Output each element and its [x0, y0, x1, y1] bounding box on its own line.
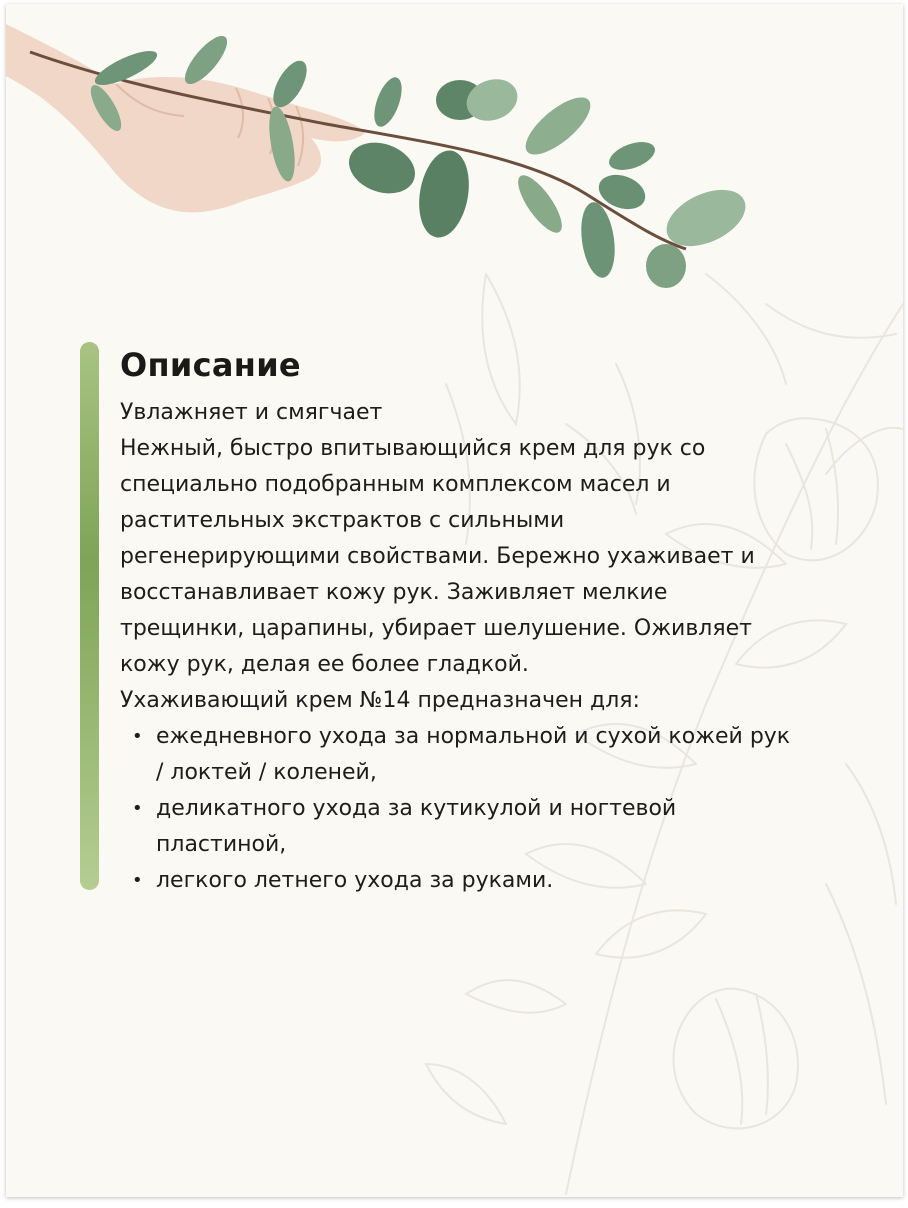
- description-line: специально подобранным комплексом масел и: [120, 472, 671, 497]
- list-item: [120, 791, 860, 863]
- list-item-line: ежедневного ухода за нормальной и сухой кожей рук: [156, 724, 791, 749]
- hand-holding-eucalyptus-branch-icon: [6, 4, 903, 304]
- list-item-line: пластиной,: [156, 832, 287, 857]
- bullet-icon: •: [132, 798, 143, 819]
- list-item-line: деликатного ухода за кутикулой и ногтевой: [156, 796, 677, 821]
- list-item: [120, 863, 860, 899]
- description-line: Нежный, быстро впитывающийся крем для рук со: [120, 436, 706, 461]
- purpose-intro: Ухаживающий крем №14 предназначен для:: [120, 688, 640, 713]
- description-text: [120, 395, 860, 719]
- bullet-icon: •: [132, 726, 143, 747]
- description-card: [6, 4, 903, 1197]
- description-line: регенерирующими свойствами. Бережно ухаживает и: [120, 544, 755, 569]
- description-section: [120, 339, 860, 899]
- section-title: Описание: [120, 346, 301, 384]
- bullet-icon: •: [132, 870, 143, 891]
- description-line: трещинки, царапины, убирает шелушение. Оживляет: [120, 616, 752, 641]
- description-line: растительных экстрактов с сильными: [120, 508, 565, 533]
- accent-bar: [80, 342, 99, 890]
- subtitle: Увлажняет и смягчает: [120, 400, 383, 425]
- description-line: кожу рук, делая ее более гладкой.: [120, 652, 529, 677]
- list-item-line: / локтей / коленей,: [156, 760, 377, 785]
- list-item-line: легкого летнего ухода за руками.: [156, 868, 554, 893]
- list-item: [120, 719, 860, 791]
- description-line: восстанавливает кожу рук. Заживляет мелкие: [120, 580, 668, 605]
- purpose-list: [120, 719, 860, 899]
